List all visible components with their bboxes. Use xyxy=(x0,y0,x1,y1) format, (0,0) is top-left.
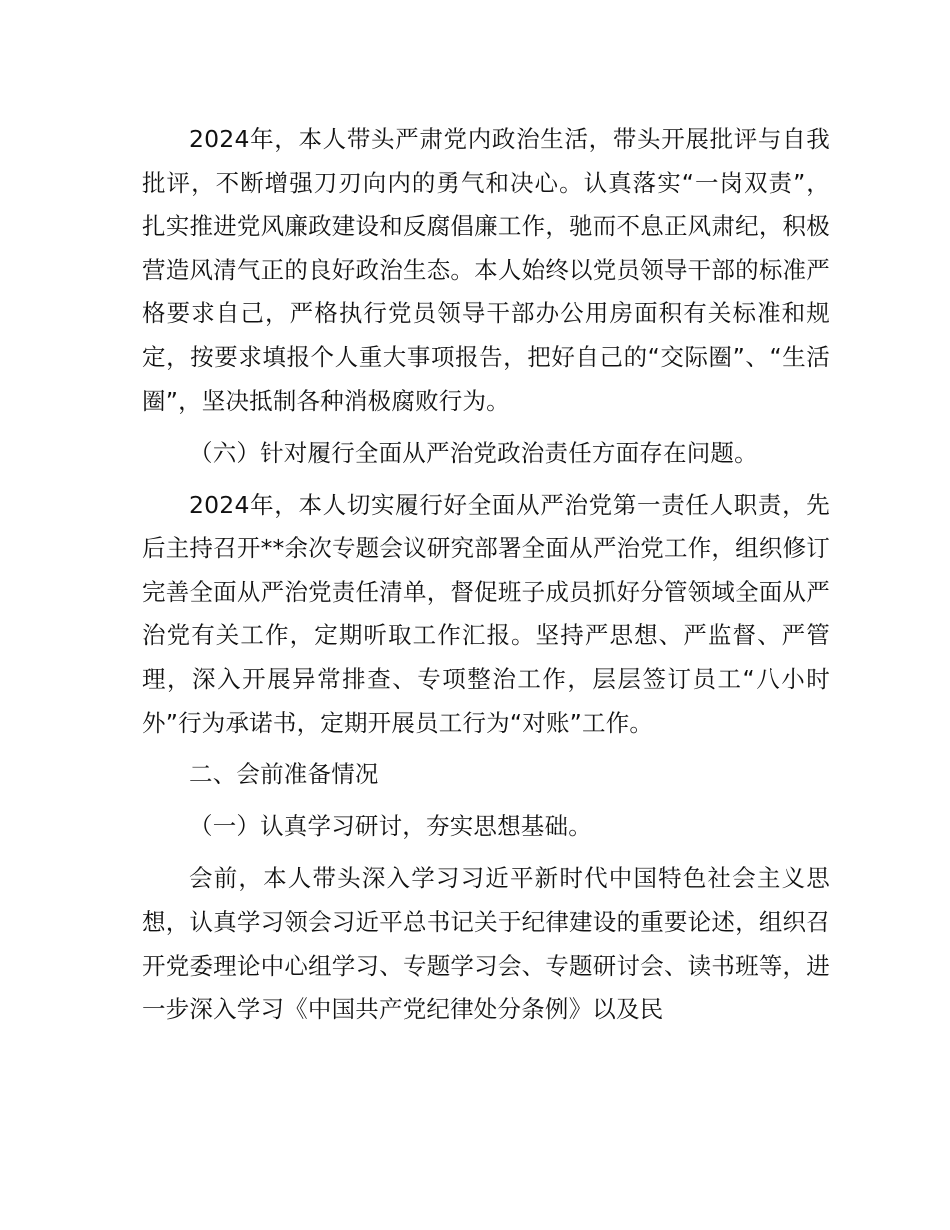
paragraph-self-discipline: 2024年，本人带头严肃党内政治生活，带头开展批评与自我批评，不断增强刀刃向内的勇气和决心。认真落实“一岗双责”，扎实推进党风廉政建设和反腐倡廉工作，驰而不息正风肃纪，积极营造风清气正的良好政治生态。本人始终以党员领导干部的标准严格要求自己，严格执行党员领导干部办公用房面积有关标准和规定，按要求填报个人重大事项报告，把好自己的“交际圈”、“生活圈”，坚决抵制各种消极腐败行为。 xyxy=(142,125,830,415)
section-heading-preparation: 二、会前准备情况 xyxy=(189,760,379,789)
subheading-six: （六）针对履行全面从严治党政治责任方面存在问题。 xyxy=(189,438,758,467)
document-body xyxy=(142,118,830,1040)
paragraph-party-responsibility: 2024年，本人切实履行好全面从严治党第一责任人职责，先后主持召开**余次专题会议研究部署全面从严治党工作，组织修订完善全面从严治党责任清单，督促班子成员抓好分管领域全面从严治党有关工作，定期听取工作汇报。坚持严思想、严监督、严管理，深入开展异常排查、专项整治工作，层层签订员工“八小时外”行为承诺书，定期开展员工行为“对账”工作。 xyxy=(142,490,830,737)
paragraph-study: 会前，本人带头深入学习习近平新时代中国特色社会主义思想，认真学习领会习近平总书记关于纪律建设的重要论述，组织召开党委理论中心组学习、专题学习会、专题研讨会、读书班等，进一步深入学习《中国共产党纪律处分条例》以及民 xyxy=(142,864,830,1024)
subheading-one: （一）认真学习研讨，夯实思想基础。 xyxy=(189,812,592,841)
